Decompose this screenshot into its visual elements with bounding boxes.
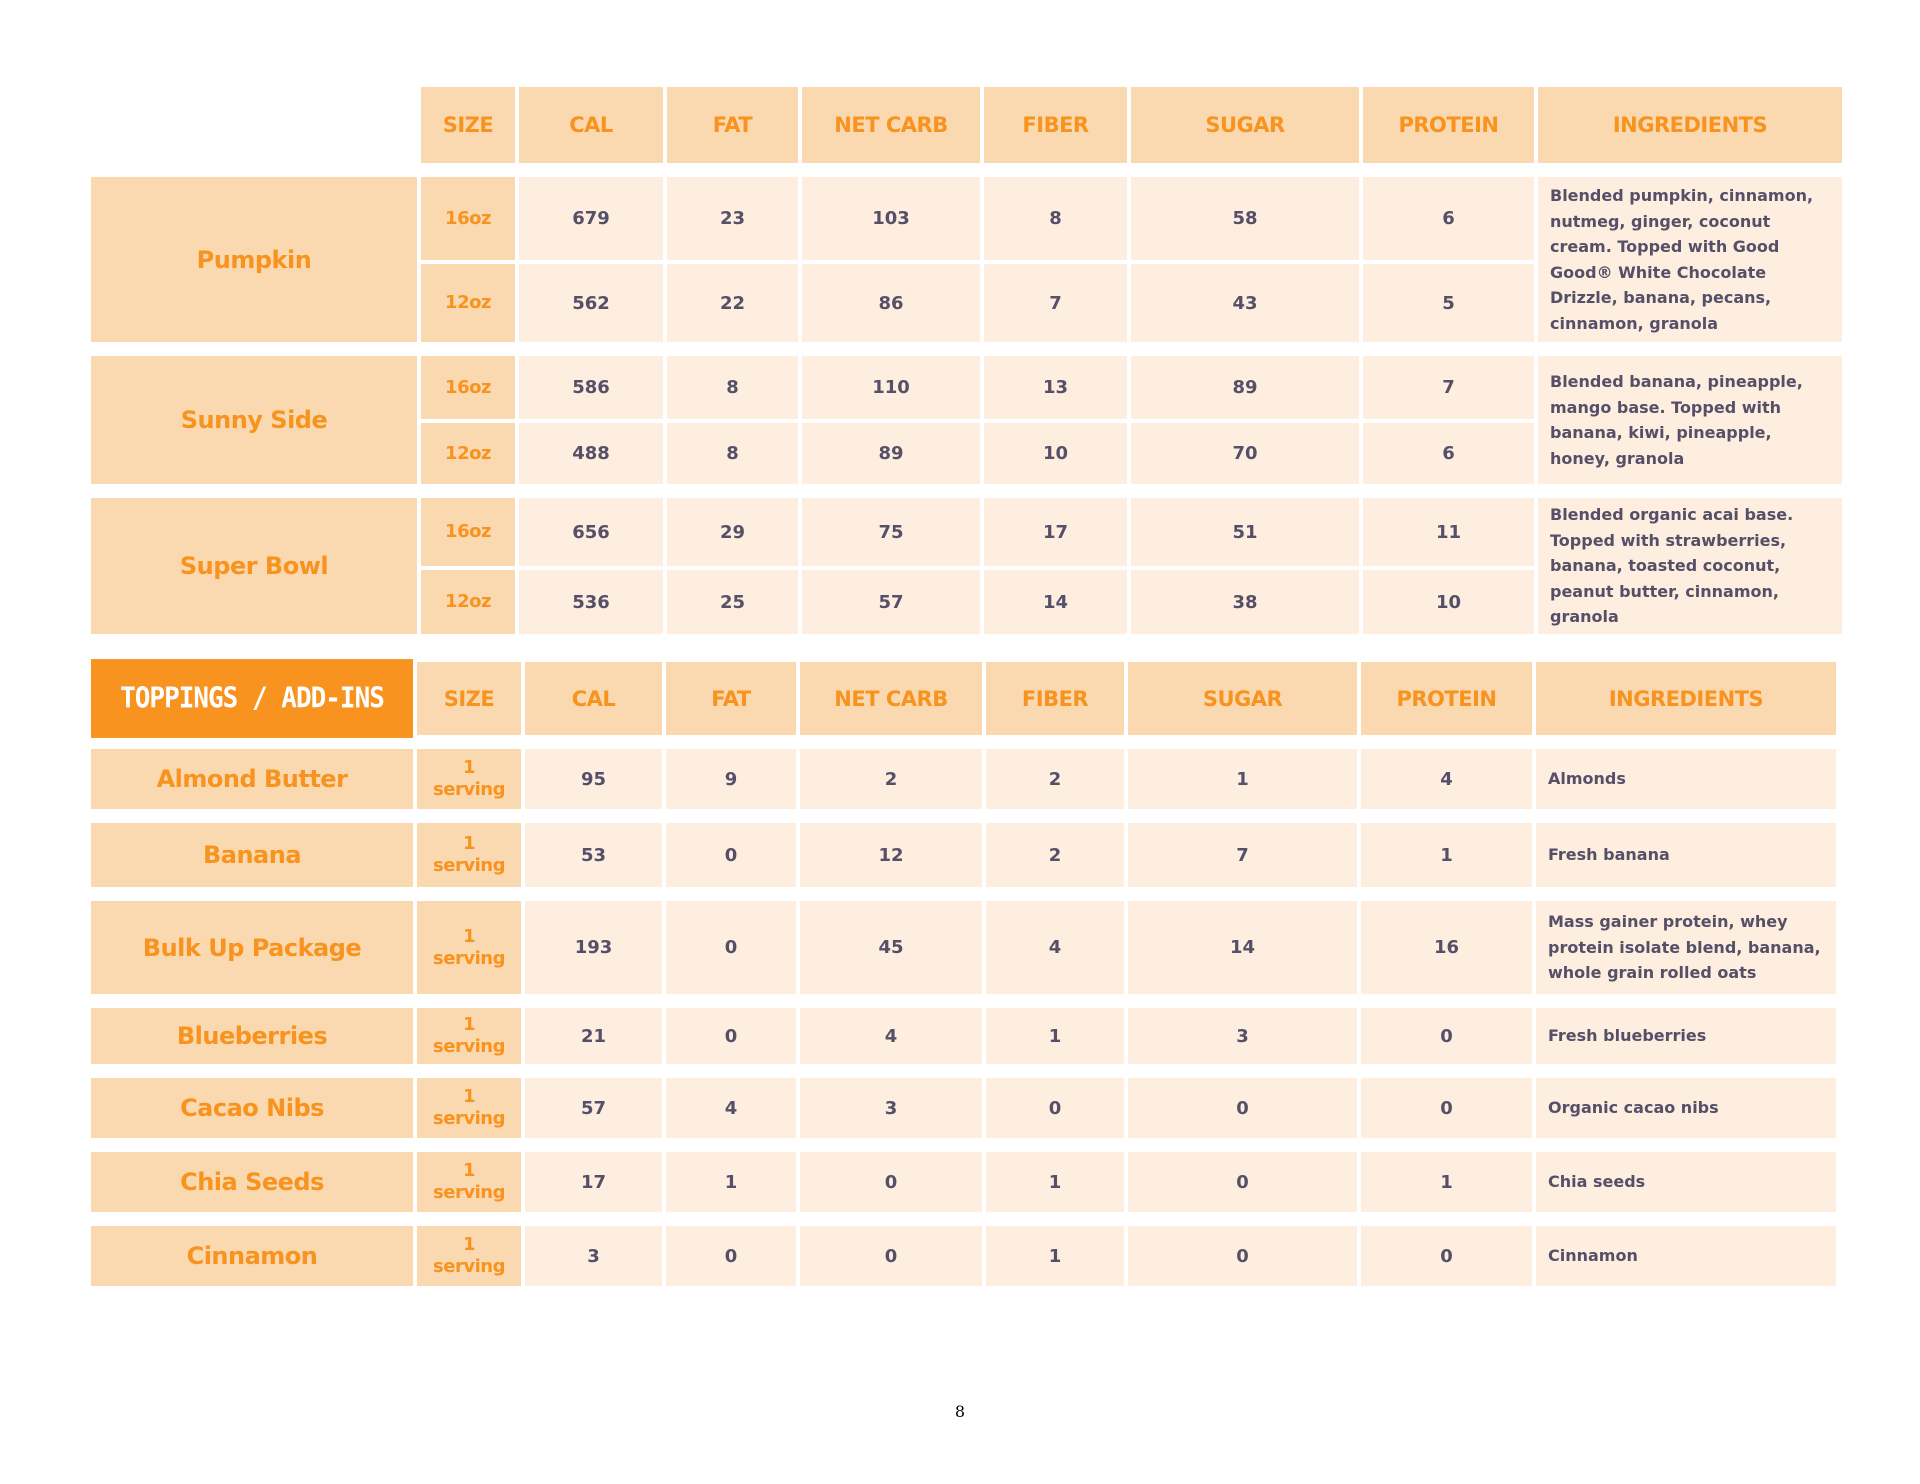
protein-cell: 0 [1361,1226,1532,1286]
ingredients-cell: Cinnamon [1536,1226,1836,1286]
cal-cell: 536 [519,570,663,634]
protein-cell: 5 [1363,264,1534,342]
table-row [91,749,1836,809]
sugar-cell: 0 [1128,1078,1357,1138]
fat-cell: 23 [667,177,798,260]
table-row [91,1226,1836,1286]
ingredients-cell: Chia seeds [1536,1152,1836,1212]
size-cell [417,1078,521,1138]
table-row [91,901,1836,994]
size-cell [417,1152,521,1212]
size-cell: 16oz [421,498,515,566]
ingredients-cell: Mass gainer protein, whey protein isolate blend, banana, whole grain rolled oats [1536,901,1836,994]
size-unit: serving [433,1182,505,1203]
table-row [91,1078,1836,1138]
fat-cell: 8 [667,356,798,419]
table-row [91,823,1836,887]
table-row [91,498,1842,566]
item-name: Bulk Up Package [91,901,413,994]
size-cell: 12oz [421,264,515,342]
size-cell: 16oz [421,177,515,260]
size-cell [417,1008,521,1064]
item-name: Banana [91,823,413,887]
cal-cell: 3 [525,1226,662,1286]
size-unit: serving [433,1036,505,1057]
fat-cell: 1 [666,1152,796,1212]
col-header-cal: CAL [525,662,662,735]
sugar-cell: 70 [1131,423,1359,484]
net-carb-cell: 12 [800,823,982,887]
fat-cell: 0 [666,901,796,994]
size-unit: serving [433,947,505,969]
protein-cell: 16 [1361,901,1532,994]
size-qty: 1 [462,757,476,778]
cal-cell: 586 [519,356,663,419]
protein-cell: 11 [1363,498,1534,566]
fat-cell: 8 [667,423,798,484]
protein-cell: 4 [1361,749,1532,809]
fiber-cell: 8 [984,177,1127,260]
ingredients-cell: Blended banana, pineapple, mango base. Topped with banana, kiwi, pineapple, honey, granola [1538,356,1842,484]
net-carb-cell: 0 [800,1152,982,1212]
col-header-protein: PROTEIN [1361,662,1532,735]
fiber-cell: 1 [986,1008,1124,1064]
bowls-table [87,83,1846,638]
net-carb-cell: 0 [800,1226,982,1286]
cal-cell: 57 [525,1078,662,1138]
col-header-net-carb: NET CARB [800,662,982,735]
table-row [91,1008,1836,1064]
fiber-cell: 2 [986,749,1124,809]
net-carb-cell: 86 [802,264,980,342]
ingredients-cell: Fresh banana [1536,823,1836,887]
protein-cell: 6 [1363,423,1534,484]
sugar-cell: 3 [1128,1008,1357,1064]
size-unit: serving [433,855,505,876]
sugar-cell: 38 [1131,570,1359,634]
sugar-cell: 7 [1128,823,1357,887]
table-row [91,177,1842,260]
item-name: Cacao Nibs [91,1078,413,1138]
protein-cell: 1 [1361,1152,1532,1212]
item-name: Pumpkin [91,177,417,342]
size-cell [417,1226,521,1286]
net-carb-cell: 110 [802,356,980,419]
sugar-cell: 58 [1131,177,1359,260]
fat-cell: 4 [666,1078,796,1138]
size-cell [417,749,521,809]
cal-cell: 562 [519,264,663,342]
item-name: Almond Butter [91,749,413,809]
col-header-net-carb: NET CARB [802,87,980,163]
cal-cell: 21 [525,1008,662,1064]
cal-cell: 53 [525,823,662,887]
fiber-cell: 0 [986,1078,1124,1138]
size-qty: 1 [462,1086,476,1107]
net-carb-cell: 4 [800,1008,982,1064]
size-unit: serving [433,779,505,800]
fat-cell: 9 [666,749,796,809]
protein-cell: 6 [1363,177,1534,260]
table-row [91,356,1842,419]
protein-cell: 0 [1361,1078,1532,1138]
cal-cell: 679 [519,177,663,260]
size-cell [417,901,521,994]
col-header-fiber: FIBER [986,662,1124,735]
fiber-cell: 13 [984,356,1127,419]
net-carb-cell: 2 [800,749,982,809]
net-carb-cell: 103 [802,177,980,260]
net-carb-cell: 57 [802,570,980,634]
sugar-cell: 89 [1131,356,1359,419]
protein-cell: 7 [1363,356,1534,419]
fat-cell: 29 [667,498,798,566]
table-row [91,1152,1836,1212]
header-blank [91,87,417,163]
fiber-cell: 10 [984,423,1127,484]
ingredients-cell: Fresh blueberries [1536,1008,1836,1064]
fat-cell: 25 [667,570,798,634]
col-header-protein: PROTEIN [1363,87,1534,163]
item-name: Chia Seeds [91,1152,413,1212]
sugar-cell: 51 [1131,498,1359,566]
item-name: Sunny Side [91,356,417,484]
sugar-cell: 1 [1128,749,1357,809]
col-header-ingredients: INGREDIENTS [1538,87,1842,163]
fiber-cell: 14 [984,570,1127,634]
col-header-cal: CAL [519,87,663,163]
size-qty: 1 [462,925,476,947]
col-header-ingredients: INGREDIENTS [1536,662,1836,735]
fiber-cell: 1 [986,1152,1124,1212]
cal-cell: 488 [519,423,663,484]
item-name: Blueberries [91,1008,413,1064]
ingredients-cell: Almonds [1536,749,1836,809]
page-number: 8 [954,1402,966,1421]
item-name: Cinnamon [91,1226,413,1286]
col-header-size: SIZE [421,87,515,163]
protein-cell: 10 [1363,570,1534,634]
sugar-cell: 43 [1131,264,1359,342]
cal-cell: 17 [525,1152,662,1212]
sugar-cell: 0 [1128,1152,1357,1212]
fat-cell: 22 [667,264,798,342]
fiber-cell: 4 [986,901,1124,994]
fiber-cell: 1 [986,1226,1124,1286]
col-header-sugar: SUGAR [1131,87,1359,163]
size-qty: 1 [462,833,476,854]
size-unit: serving [433,1108,505,1129]
fat-cell: 0 [666,823,796,887]
cal-cell: 95 [525,749,662,809]
size-unit: serving [433,1256,505,1277]
col-header-sugar: SUGAR [1128,662,1357,735]
ingredients-cell: Blended organic acai base. Topped with strawberries, banana, toasted coconut, peanut butter, cinnamon, granola [1538,498,1842,634]
net-carb-cell: 3 [800,1078,982,1138]
size-cell: 16oz [421,356,515,419]
fat-cell: 0 [666,1226,796,1286]
size-cell: 12oz [421,423,515,484]
col-header-fat: FAT [667,87,798,163]
ingredients-cell: Blended pumpkin, cinnamon, nutmeg, ginger, coconut cream. Topped with Good Good® White Chocolate Drizzle, banana, pecans, cinnamon, granola [1538,177,1842,342]
sugar-cell: 0 [1128,1226,1357,1286]
size-cell [417,823,521,887]
fat-cell: 0 [666,1008,796,1064]
fiber-cell: 17 [984,498,1127,566]
net-carb-cell: 89 [802,423,980,484]
item-name: Super Bowl [91,498,417,634]
net-carb-cell: 75 [802,498,980,566]
toppings-table [87,658,1840,1290]
col-header-fiber: FIBER [984,87,1127,163]
col-header-fat: FAT [666,662,796,735]
size-qty: 1 [462,1234,476,1255]
fiber-cell: 7 [984,264,1127,342]
protein-cell: 0 [1361,1008,1532,1064]
toppings-title: TOPPINGS / ADD-INS [91,659,413,738]
size-qty: 1 [462,1014,476,1035]
net-carb-cell: 45 [800,901,982,994]
col-header-size: SIZE [417,662,521,735]
size-cell: 12oz [421,570,515,634]
cal-cell: 193 [525,901,662,994]
cal-cell: 656 [519,498,663,566]
sugar-cell: 14 [1128,901,1357,994]
protein-cell: 1 [1361,823,1532,887]
fiber-cell: 2 [986,823,1124,887]
size-qty: 1 [462,1160,476,1181]
ingredients-cell: Organic cacao nibs [1536,1078,1836,1138]
